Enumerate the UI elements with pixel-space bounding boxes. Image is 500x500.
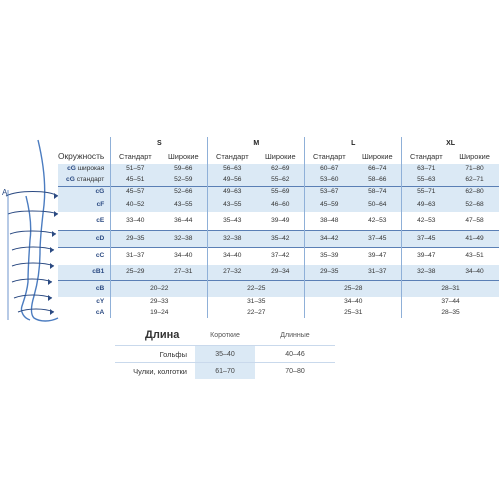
size-l: L — [305, 137, 402, 149]
value-cell: 49–56 — [208, 175, 257, 187]
measurement-row — [58, 212, 499, 231]
merged-measurement-rows — [58, 281, 499, 319]
value-cell: 34–40 — [208, 248, 257, 266]
value-cell: 34–40 — [450, 265, 499, 281]
merged-measurement-row — [58, 308, 499, 318]
value-cell: 37–45 — [353, 231, 402, 248]
value-cell: 32–38 — [159, 231, 208, 248]
value-cell: 35–39 — [305, 248, 354, 266]
value-cell: 71–80 — [450, 164, 499, 175]
value-cell: 45–51 — [111, 175, 160, 187]
value-cell: 31–37 — [353, 265, 402, 281]
value-cell: 42–53 — [368, 216, 387, 224]
value-cell: 42–53 — [402, 212, 451, 231]
value-cell: 43–51 — [450, 248, 499, 266]
row-label — [58, 248, 111, 266]
value-cell: 55–63 — [402, 175, 451, 187]
length-row-short: 61–70 — [195, 363, 255, 380]
header-standard: Стандарт — [111, 149, 160, 164]
length-table — [115, 325, 335, 379]
row-code: cY — [96, 298, 105, 306]
leg-outline-back — [21, 196, 30, 320]
value-cell: 47–58 — [465, 216, 484, 224]
row-code: cD — [95, 234, 105, 242]
value-cell: 35–42 — [256, 231, 305, 248]
merged-measurement-row — [58, 281, 499, 298]
measurement-row — [58, 187, 499, 199]
value-cell: 43–55 — [159, 198, 208, 212]
value-cell: 34–40 — [159, 248, 208, 266]
value-cell: 37–44 — [402, 297, 499, 308]
value-cell: 20–22 — [111, 281, 208, 298]
value-cell: 45–57 — [111, 187, 160, 199]
value-cell: 25–29 — [111, 265, 160, 281]
value-cell: 31–37 — [111, 248, 160, 266]
length-short-header: Короткие — [210, 331, 240, 339]
measurement-row — [58, 175, 499, 187]
value-cell: 25–28 — [305, 281, 402, 298]
value-cell: 52–66 — [159, 187, 208, 199]
length-row — [115, 363, 335, 380]
value-cell: 33–40 — [111, 212, 160, 231]
value-cell: 41–49 — [450, 231, 499, 248]
header-standard: Стандарт — [305, 149, 354, 164]
value-cell: 62–80 — [450, 187, 499, 199]
value-cell: 55–69 — [256, 187, 305, 199]
value-cell: 40–52 — [111, 198, 160, 212]
measurement-rows — [58, 164, 499, 281]
row-code: cG — [67, 165, 76, 173]
row-code: cB — [58, 281, 111, 298]
value-cell: 25–31 — [305, 308, 402, 318]
row-code: cE — [96, 216, 105, 224]
value-cell: 59–66 — [159, 164, 208, 175]
length-row — [115, 346, 335, 363]
arrow-heads — [48, 193, 58, 315]
header-wide: Широкие — [167, 151, 199, 161]
value-cell: 27–32 — [208, 265, 257, 281]
value-cell: 28–35 — [402, 308, 499, 318]
value-cell: 60–67 — [305, 164, 354, 175]
length-row-long: 70–80 — [255, 363, 335, 380]
value-cell: 32–38 — [208, 231, 257, 248]
measurement-row — [58, 265, 499, 281]
value-cell: 62–69 — [256, 164, 305, 175]
value-cell: 49–63 — [208, 187, 257, 199]
value-cell: 53–67 — [305, 187, 354, 199]
row-label — [58, 212, 111, 231]
length-row-short: 35–40 — [195, 346, 255, 363]
row-label — [58, 198, 111, 212]
value-cell: 66–74 — [353, 164, 402, 175]
header-standard: Стандарт — [402, 149, 451, 164]
value-cell: 51–57 — [111, 164, 160, 175]
value-cell: 56–63 — [208, 164, 257, 175]
size-table — [58, 137, 499, 318]
subheader-row — [58, 149, 499, 164]
value-cell: 32–38 — [402, 265, 451, 281]
value-cell: 39–47 — [402, 248, 451, 266]
value-cell: 58–74 — [353, 187, 402, 199]
value-cell: 36–44 — [174, 216, 193, 224]
value-cell: 37–45 — [402, 231, 451, 248]
length-row-label: Чулки, колготки — [115, 363, 195, 380]
value-cell: 58–66 — [353, 175, 402, 187]
length-long-header: Длинные — [280, 331, 310, 339]
value-cell: 27–31 — [159, 265, 208, 281]
measurement-row — [58, 248, 499, 266]
length-title: Длина — [145, 329, 180, 341]
header-standard: Стандарт — [208, 149, 257, 164]
value-cell: 22–27 — [208, 308, 305, 318]
value-cell: 46–60 — [256, 198, 305, 212]
row-label — [58, 175, 111, 187]
value-cell: 31–35 — [208, 297, 305, 308]
measurement-row — [58, 198, 499, 212]
value-cell: 19–24 — [111, 308, 208, 318]
value-cell: 52–68 — [450, 198, 499, 212]
merged-measurement-row — [58, 297, 499, 308]
measurement-row — [58, 164, 499, 175]
length-row-label: Гольфы — [115, 346, 195, 363]
row-code: cB1 — [92, 268, 105, 276]
header-wide: Широкие — [459, 151, 490, 161]
value-cell: 52–59 — [159, 175, 208, 187]
value-cell: 29–35 — [111, 231, 160, 248]
value-cell: 34–40 — [305, 297, 402, 308]
row-code: cG — [66, 176, 75, 184]
value-cell: 50–64 — [353, 198, 402, 212]
row-code: cA — [95, 308, 105, 316]
value-cell: 39–47 — [353, 248, 402, 266]
value-cell: 43–55 — [208, 198, 257, 212]
row-code: cC — [95, 252, 105, 260]
row-label — [58, 265, 111, 281]
value-cell: 39–49 — [271, 216, 290, 224]
value-cell: 55–62 — [256, 175, 305, 187]
value-cell: 53–60 — [305, 175, 354, 187]
size-xl: XL — [402, 137, 499, 149]
row-label — [58, 231, 111, 248]
diagram-top-label: A — [2, 188, 8, 197]
value-cell: 29–34 — [256, 265, 305, 281]
value-cell: 62–71 — [450, 175, 499, 187]
value-cell: 49–63 — [402, 198, 451, 212]
header-wide: Широкие — [361, 151, 393, 161]
circumference-label: Окружность — [58, 151, 105, 162]
value-cell: 45–59 — [305, 198, 354, 212]
value-cell: 28–31 — [402, 281, 499, 298]
row-sublabel: широкая — [77, 165, 105, 173]
value-cell: 55–71 — [402, 187, 451, 199]
value-cell: 22–25 — [208, 281, 305, 298]
row-sublabel: стандарт — [76, 176, 105, 184]
size-header-row — [58, 137, 499, 149]
leg-outline — [31, 140, 58, 321]
row-code: cF — [96, 200, 105, 208]
value-cell: 63–71 — [402, 164, 451, 175]
value-cell: 34–42 — [305, 231, 354, 248]
value-cell: 29–35 — [305, 265, 354, 281]
length-row-long: 40–46 — [255, 346, 335, 363]
row-label — [58, 164, 111, 175]
row-label — [58, 187, 111, 199]
size-m: M — [208, 137, 305, 149]
value-cell: 29–33 — [111, 297, 208, 308]
header-wide: Широкие — [264, 151, 296, 161]
value-cell: 35–43 — [208, 212, 257, 231]
row-code: cG — [95, 188, 105, 196]
measurement-row — [58, 231, 499, 248]
size-s: S — [111, 137, 208, 149]
value-cell: 37–42 — [256, 248, 305, 266]
value-cell: 38–48 — [305, 212, 354, 231]
